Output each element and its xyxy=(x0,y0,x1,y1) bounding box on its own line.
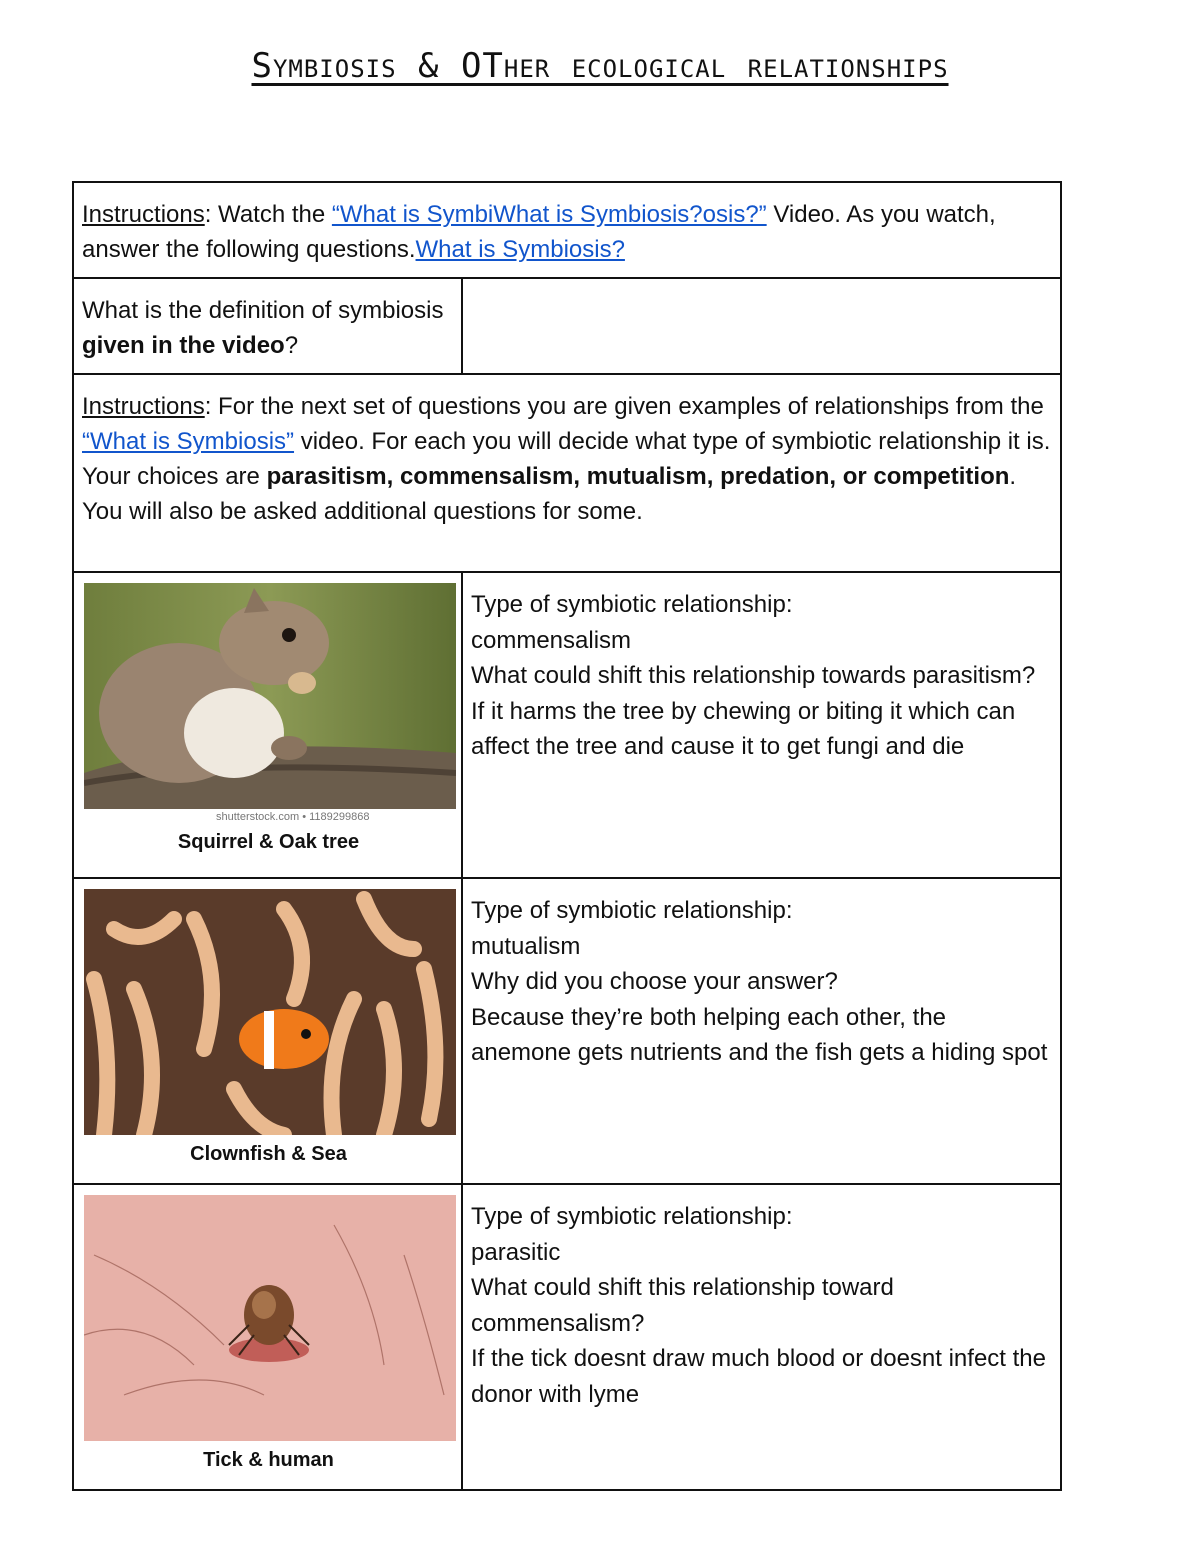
example-answer-block xyxy=(471,587,1052,765)
follow-up-answer[interactable]: If the tick doesnt draw much blood or doesnt infect the donor with lyme xyxy=(471,1345,1046,1408)
example-row xyxy=(73,878,1061,1184)
example-caption: Tick & human xyxy=(203,1449,334,1471)
example-answer-cell xyxy=(462,1184,1061,1490)
definition-question-cell xyxy=(73,278,462,374)
watermark-text: shutterstock.com • 1189299868 xyxy=(216,811,370,823)
squirrel-image xyxy=(84,583,456,809)
intro-text-2: Video. As you watch, answer the following questions. xyxy=(82,201,996,263)
follow-up-question: Why did you choose your answer? xyxy=(471,968,838,995)
example-image-cell xyxy=(73,1184,462,1490)
example-row xyxy=(73,572,1061,878)
instructions2-text-2: video. For each you will decide what type of symbiotic relationship it is. Your choices are xyxy=(82,428,1051,490)
example-image-cell xyxy=(73,572,462,878)
type-answer[interactable]: mutualism xyxy=(471,932,581,960)
video-link[interactable]: “What is SymbiWhat is Symbiosis?osis?” xyxy=(331,201,767,228)
tick-image xyxy=(84,1195,456,1441)
type-label: Type of symbiotic relationship: xyxy=(471,897,793,924)
follow-up-question: What could shift this relationship towards parasitism? xyxy=(471,662,1036,689)
type-answer[interactable]: parasitic xyxy=(471,1238,561,1266)
clownfish-image xyxy=(84,889,456,1135)
video-link-2[interactable]: What is Symbiosis? xyxy=(415,236,625,263)
intro-cell xyxy=(73,182,1061,278)
example-caption: Clownfish & Sea xyxy=(190,1143,347,1165)
definition-answer-cell[interactable] xyxy=(462,278,1061,374)
example-caption: Squirrel & Oak tree xyxy=(177,831,360,853)
definition-question-end: ? xyxy=(284,332,299,359)
instructions2-cell xyxy=(73,374,1061,572)
definition-row xyxy=(73,278,1061,374)
instructions2-text-3: . You will also be asked additional questions for some. xyxy=(82,463,1017,525)
instructions-label: Instructions xyxy=(82,201,205,228)
type-label: Type of symbiotic relationship: xyxy=(471,591,793,618)
instructions-label-2: Instructions xyxy=(82,393,205,420)
example-answer-cell xyxy=(462,572,1061,878)
example-image-cell xyxy=(73,878,462,1184)
intro-text-1: : Watch the xyxy=(204,201,332,228)
intro-row xyxy=(73,182,1061,278)
follow-up-answer[interactable]: Because they’re both helping each other, the anemone gets nutrients and the fish gets a hiding spot xyxy=(471,1003,1048,1066)
title-text: Symbiosis & OTher ecological relationships xyxy=(251,46,949,86)
example-answer-cell xyxy=(462,878,1061,1184)
follow-up-question: What could shift this relationship toward commensalism? xyxy=(471,1274,894,1337)
worksheet-table xyxy=(72,181,1062,1491)
instructions2-text-1: : For the next set of questions you are given examples of relationships from the xyxy=(204,393,1044,420)
follow-up-answer[interactable]: If it harms the tree by chewing or biting it which can affect the tree and cause it to get fungi and die xyxy=(471,697,1016,760)
example-answer-block xyxy=(471,893,1052,1071)
instructions2-row xyxy=(73,374,1061,572)
type-answer[interactable]: commensalism xyxy=(471,626,632,654)
definition-question: What is the definition of symbiosis xyxy=(82,297,444,324)
example-row xyxy=(73,1184,1061,1490)
video-link-3[interactable]: “What is Symbiosis” xyxy=(82,428,295,455)
page-title xyxy=(0,46,1200,86)
example-answer-block xyxy=(471,1199,1052,1412)
definition-question-bold: given in the video xyxy=(82,332,285,359)
relationship-choices: parasitism, commensalism, mutualism, predation, or competition xyxy=(266,463,1010,490)
type-label: Type of symbiotic relationship: xyxy=(471,1203,793,1230)
